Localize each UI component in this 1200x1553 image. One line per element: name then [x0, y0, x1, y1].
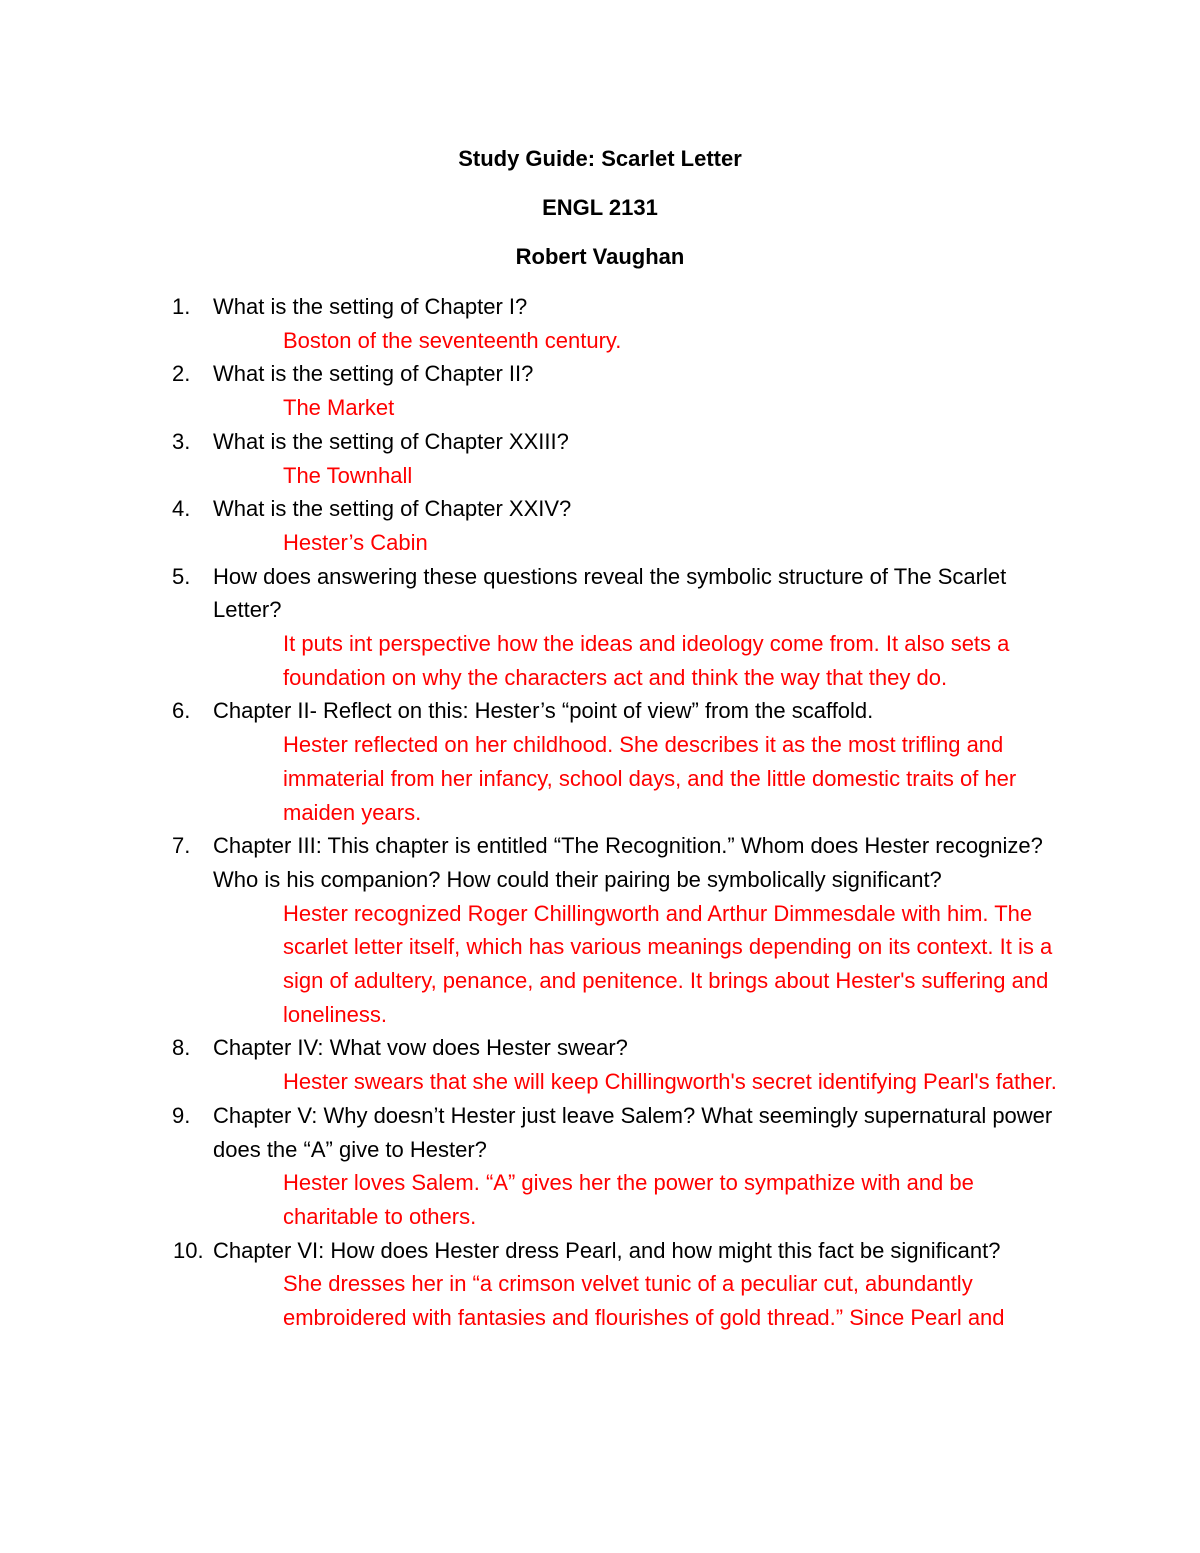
- question-number: 1.: [172, 294, 191, 319]
- question-number: 5.: [172, 563, 191, 589]
- question-text: What is the setting of Chapter II?: [213, 361, 534, 387]
- question-item-5: [172, 560, 1075, 695]
- question-number: 8.: [172, 1035, 191, 1061]
- question-item-1: [172, 290, 1075, 357]
- author-name: Robert Vaughan: [515, 244, 685, 269]
- question-text: Chapter V: Why doesn’t Hester just leave Salem? What seemingly supernatural power does the “A” give to Hester?: [213, 1102, 1053, 1162]
- question-number: 2.: [172, 361, 191, 387]
- question-number: 9.: [172, 1102, 191, 1128]
- question-number: 6.: [172, 698, 191, 724]
- answer-text: Hester recognized Roger Chillingworth and Arthur Dimmesdale with him. The scarlet letter itself, which has various meanings depending on its context. It is a sign of adultery, penance, and penitence. It brings about Hester's suffering and loneliness.: [283, 900, 1053, 1027]
- answer-text: Hester’s Cabin: [283, 529, 428, 555]
- answer-text: It puts int perspective how the ideas and ideology come from. It also sets a foundation on why the characters act and think the way that they do.: [283, 631, 1010, 690]
- answer-text: Hester swears that she will keep Chillingworth's secret identifying Pearl's father.: [283, 1069, 1057, 1095]
- question-number: 3.: [172, 428, 191, 454]
- question-text: Chapter IV: What vow does Hester swear?: [213, 1035, 628, 1061]
- question-text: Chapter III: This chapter is entitled “The Recognition.” Whom does Hester recognize? Who is his companion? How could their pairing be symbolically significant?: [213, 833, 1043, 892]
- answer-text: Boston of the seventeenth century.: [283, 327, 622, 353]
- question-item-8: [172, 1031, 1075, 1098]
- question-item-4: [172, 492, 1075, 559]
- answer-text: Hester loves Salem. “A” gives her the power to sympathize with and be charitable to others.: [283, 1170, 974, 1229]
- answer-text: She dresses her in “a crimson velvet tunic of a peculiar cut, abundantly embroidered with fantasies and flourishes of gold thread.” Since Pearl and: [283, 1271, 1005, 1331]
- answer-text: Hester reflected on her childhood. She describes it as the most trifling and immaterial from her infancy, school days, and the little domestic traits of her maiden years.: [283, 732, 1017, 825]
- question-item-10: [173, 1234, 1075, 1335]
- question-text: Chapter VI: How does Hester dress Pearl, and how might this fact be significant?: [213, 1237, 1001, 1263]
- question-number: 10.: [173, 1237, 204, 1263]
- question-list: [0, 290, 1200, 1335]
- question-text: What is the setting of Chapter XXIII?: [213, 428, 569, 454]
- question-number: 4.: [172, 496, 191, 522]
- answer-text: The Townhall: [283, 462, 413, 488]
- document-title: Study Guide: Scarlet Letter: [458, 146, 742, 171]
- question-item-9: [172, 1099, 1075, 1234]
- question-number: 7.: [172, 833, 191, 859]
- question-item-3: [172, 425, 1075, 492]
- question-item-6: [172, 694, 1075, 829]
- question-text: How does answering these questions reveal the symbolic structure of The Scarlet Letter?: [213, 563, 1007, 623]
- question-text: What is the setting of Chapter XXIV?: [213, 496, 572, 522]
- question-text: What is the setting of Chapter I?: [213, 294, 528, 319]
- question-item-7: [172, 829, 1075, 1031]
- question-text: Chapter II- Reflect on this: Hester’s “point of view” from the scaffold.: [213, 698, 874, 724]
- answer-text: The Market: [283, 395, 395, 421]
- course-code: ENGL 2131: [542, 195, 658, 220]
- question-item-2: [172, 357, 1075, 424]
